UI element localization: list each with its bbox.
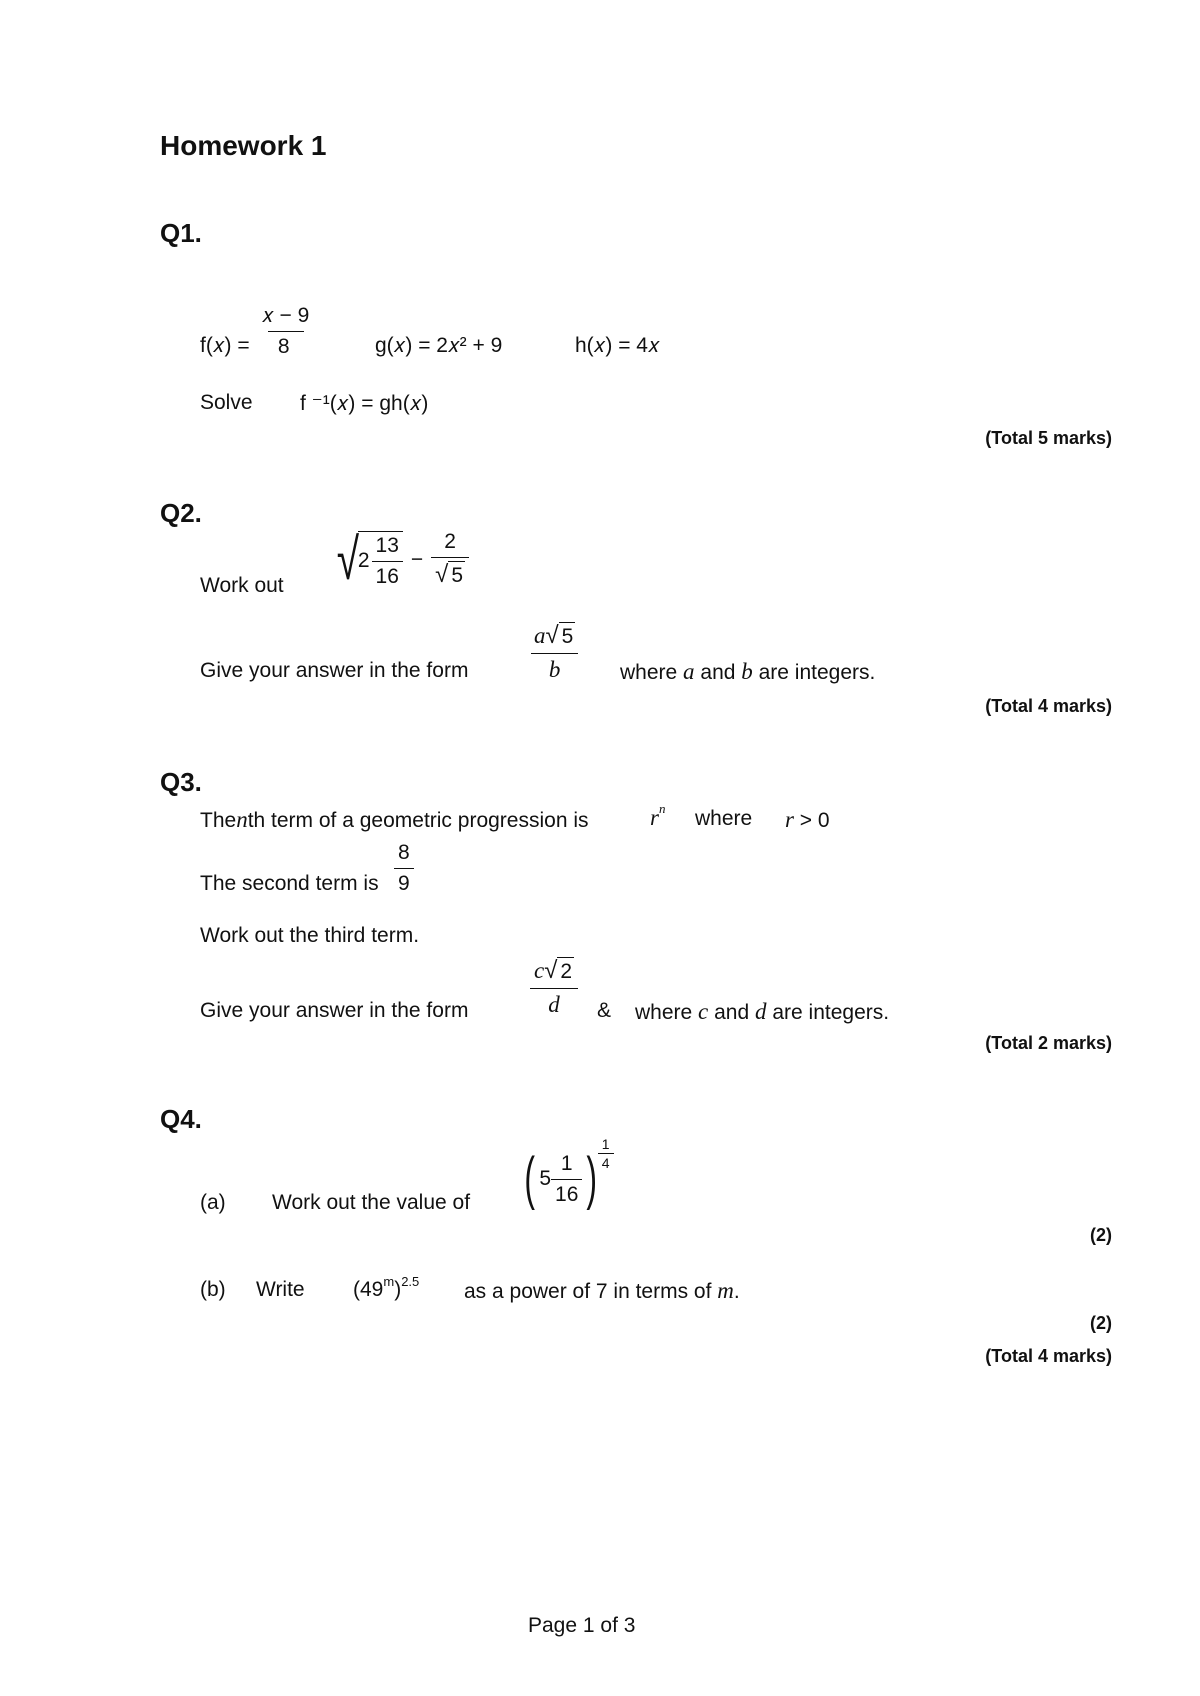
q3-form-fraction: $\frac{c√ 2}{d}$ <box>530 957 578 1018</box>
q3-cond-rest: > 0 <box>799 809 830 832</box>
q1-total-marks: (Total 5 marks) <box>985 428 1112 448</box>
q4b-write: Write <box>256 1278 305 1301</box>
q2-frac2-num: 2 <box>444 530 456 553</box>
q2-where-word: where <box>620 661 678 684</box>
q4a-text: Work out the value of <box>272 1191 471 1214</box>
q2-mixed-num: 13 <box>375 533 399 557</box>
q3-form-d: d <box>548 992 560 1017</box>
q2-whole: 2 <box>357 549 370 572</box>
q3-st-num: 8 <box>398 841 410 864</box>
q3-r-base: r <box>650 805 659 830</box>
q2-sqrt-sign: √ <box>336 526 360 592</box>
q3-form-c: c <box>534 958 545 983</box>
q3-r-power <box>650 801 666 831</box>
q3-form-root: 2 <box>557 957 574 984</box>
q1-heading: Q1. <box>160 218 202 248</box>
q3-line1-n: n <box>236 807 248 832</box>
q1-solve-label: Solve <box>200 391 253 414</box>
q3-line1-rest: th term of a geometric progression is <box>247 809 589 832</box>
q3-and-word: and <box>714 1001 750 1024</box>
q1-f-numerator: 𝑥 − 9 <box>262 304 310 327</box>
q2-expression <box>332 526 469 592</box>
q1-solve-equation: f ⁻¹(𝑥) = gh(𝑥) <box>300 392 429 415</box>
q4b-text-line <box>464 1278 740 1304</box>
q4-total-marks: (Total 4 marks) <box>985 1346 1112 1366</box>
q4b-var: m <box>717 1278 734 1303</box>
q2-where-a: a <box>683 659 695 684</box>
q4b-dot: . <box>733 1280 740 1303</box>
q1-h-definition: h(𝑥) = 4𝑥 <box>575 334 660 357</box>
q3-where-word: where <box>635 1001 693 1024</box>
q3-where-d: d <box>755 999 767 1024</box>
q4b-m-exponent: m <box>383 1274 395 1289</box>
q2-form-b: b <box>548 657 561 682</box>
q2-tail: are integers. <box>758 661 876 684</box>
q2-where-line <box>620 659 875 685</box>
q3-form-text: Give your answer in the form <box>200 999 469 1022</box>
q2-frac2-den: √ 5 <box>431 557 469 589</box>
q3-where-c: c <box>698 999 709 1024</box>
q2-form-a: a <box>534 623 546 648</box>
q2-form-root: 5 <box>559 622 576 649</box>
q2-minus: − <box>410 547 424 571</box>
q4b-close: ) <box>394 1278 402 1301</box>
q4a-den: 16 <box>551 1179 582 1207</box>
q4a-expression <box>520 1136 614 1211</box>
q1-f-fraction <box>258 304 313 359</box>
q4a-whole: 5 <box>539 1167 552 1190</box>
q2-heading: Q2. <box>160 498 202 528</box>
q3-st-den: 9 <box>394 868 414 896</box>
q3-second-term-fraction <box>394 841 414 896</box>
q1-g-definition: g(𝑥) = 2𝑥² + 9 <box>375 334 503 357</box>
q4a-right-paren: ) <box>586 1146 598 1211</box>
q4b-label: (b) <box>200 1278 226 1301</box>
q1-f-denominator: 8 <box>268 331 304 359</box>
q3-ampersand: & <box>597 999 612 1022</box>
q4b-marks: (2) <box>1090 1313 1112 1333</box>
q4b-outer-exponent: 2.5 <box>401 1274 420 1289</box>
page-title: Homework 1 <box>160 130 327 161</box>
q2-and-word: and <box>700 661 736 684</box>
q4a-label: (a) <box>200 1191 226 1214</box>
q4-heading: Q4. <box>160 1104 202 1134</box>
q1-f-lhs: f(𝑥) = <box>200 334 250 357</box>
q4a-left-paren: ( <box>524 1146 535 1211</box>
q2-mixed-den: 16 <box>372 561 403 589</box>
q3-line1-the: The <box>200 809 237 832</box>
page-number: Page 1 of 3 <box>528 1614 636 1637</box>
q4b-expression <box>353 1274 420 1302</box>
q2-where-b: b <box>741 659 753 684</box>
q3-r-exponent: n <box>658 801 666 816</box>
q4a-exp-num: 1 <box>601 1136 610 1152</box>
q2-total-marks: (Total 4 marks) <box>985 696 1112 716</box>
q2-frac2-root: 5 <box>448 561 465 588</box>
q2-form-fraction: $\frac{a√ 5}{b}$ <box>530 622 579 683</box>
q3-third-term: Work out the third term. <box>200 924 420 947</box>
q3-total-marks: (Total 2 marks) <box>985 1033 1112 1053</box>
q2-form-text: Give your answer in the form <box>200 659 469 682</box>
q4b-text: as a power of 7 in terms of <box>464 1280 712 1303</box>
q4b-base: (49 <box>353 1278 384 1301</box>
q3-cond-r: r <box>785 807 794 832</box>
q2-workout-label: Work out <box>200 574 284 597</box>
q3-condition <box>785 807 830 833</box>
q3-second-term-label: The second term is <box>200 872 379 895</box>
q4a-marks: (2) <box>1090 1225 1112 1245</box>
q3-line1 <box>200 807 589 833</box>
q3-tail: are integers. <box>772 1001 890 1024</box>
q4a-num: 1 <box>560 1151 573 1175</box>
q4a-exp-den: 4 <box>598 1153 614 1171</box>
q3-where-line <box>635 999 889 1025</box>
q3-where: where <box>695 807 753 830</box>
q3-heading: Q3. <box>160 767 202 797</box>
